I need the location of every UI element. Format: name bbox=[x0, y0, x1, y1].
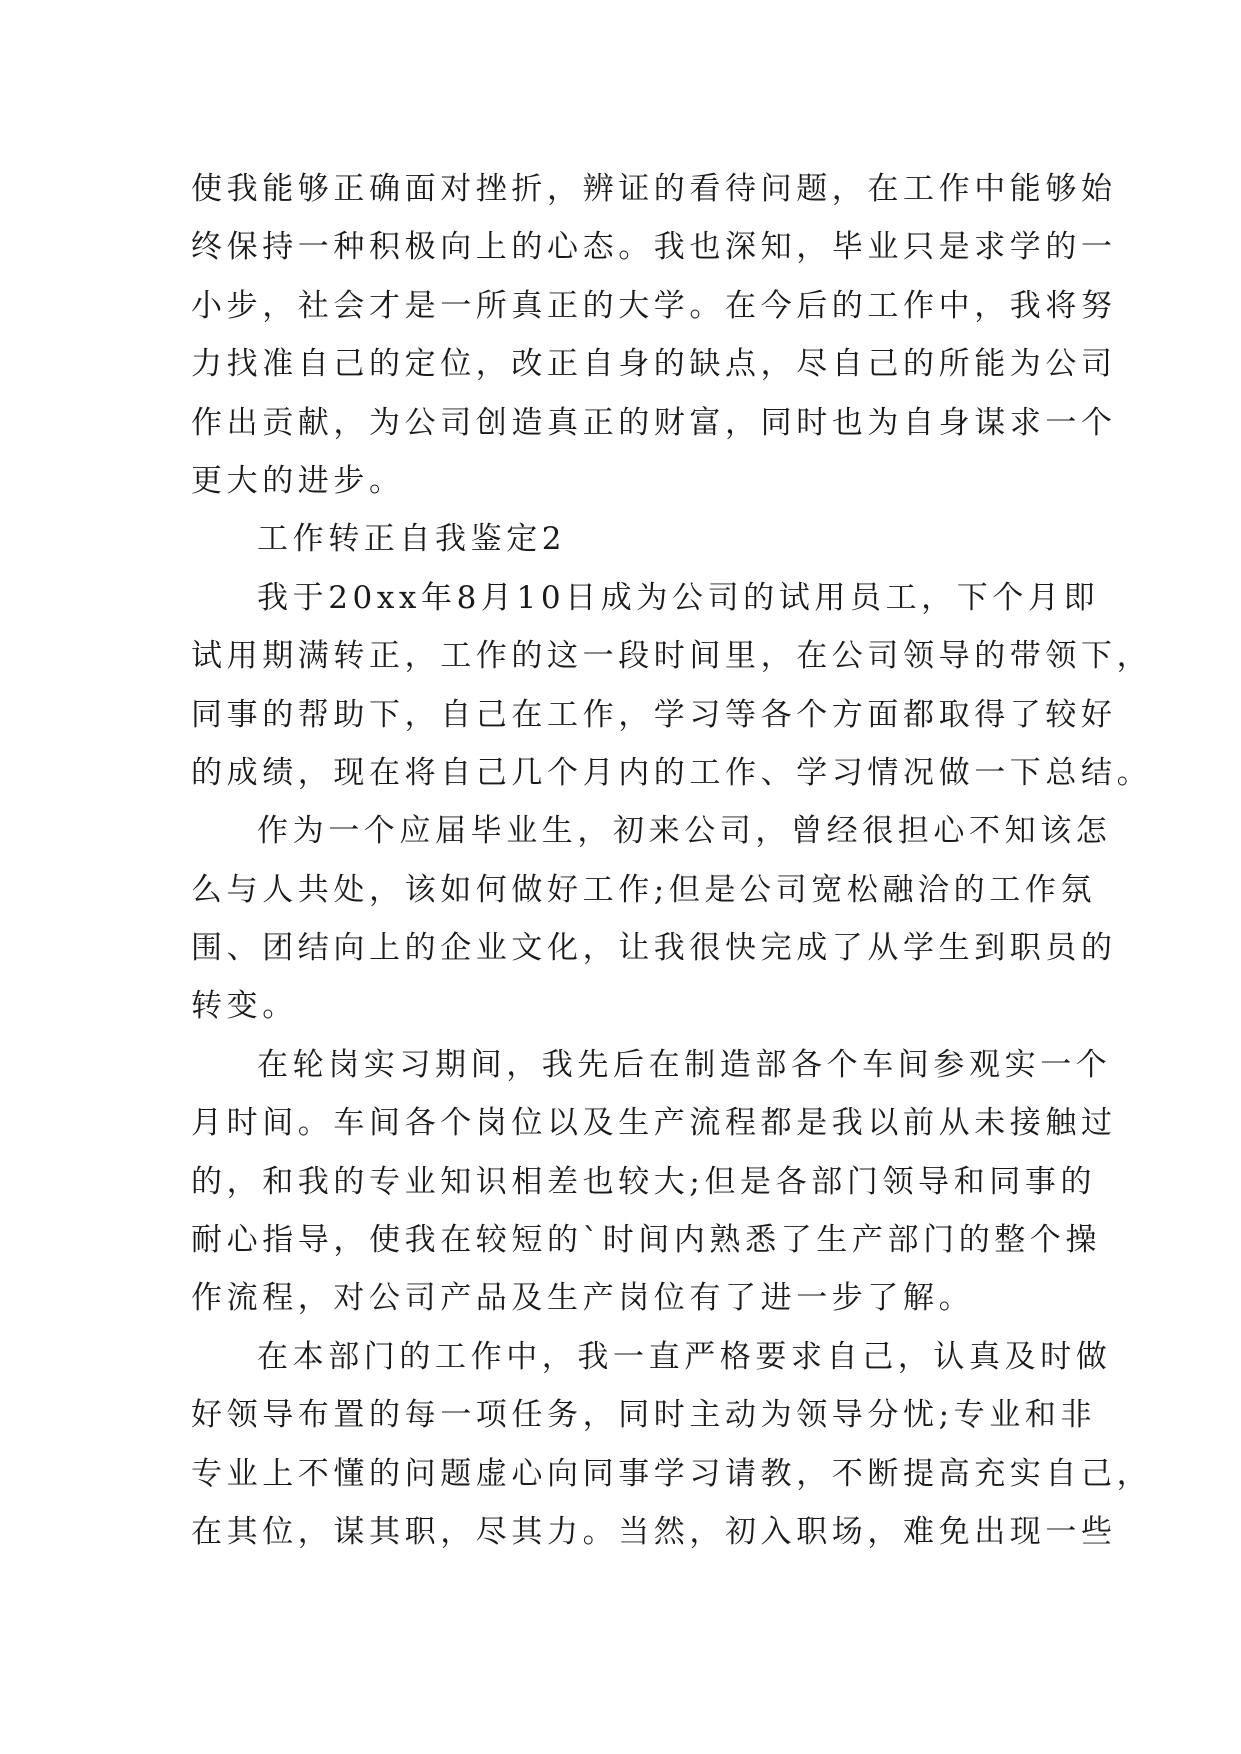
text-line: 的成绩，现在将自己几个月内的工作、学习情况做一下总结。 bbox=[191, 754, 1153, 791]
text-line: 使我能够正确面对挫折，辨证的看待问题，在工作中能够始 bbox=[191, 171, 1117, 207]
text-line: 耐心指导，使我在较短的`时间内熟悉了生产部门的整个操 bbox=[191, 1222, 1102, 1259]
text-line: 转变。 bbox=[191, 988, 298, 1025]
text-line: 作为一个应届毕业生，初来公司，曾经很担心不知该怎 bbox=[257, 813, 1112, 850]
text-line: 好领导布置的每一项任务，同时主动为领导分忧;专业和非 bbox=[191, 1397, 1097, 1434]
text-line: 围、团结向上的企业文化，让我很快完成了从学生到职员的 bbox=[191, 930, 1117, 967]
section-heading: 工作转正自我鉴定2 bbox=[257, 521, 567, 558]
text-line: 更大的进步。 bbox=[191, 462, 405, 499]
text-line: 作流程，对公司产品及生产岗位有了进一步了解。 bbox=[191, 1280, 975, 1317]
text-line: 作出贡献，为公司创造真正的财富，同时也为自身谋求一个 bbox=[191, 404, 1117, 441]
text-line: 月时间。车间各个岗位以及生产流程都是我以前从未接触过 bbox=[191, 1105, 1117, 1142]
text-line: 同事的帮助下，自己在工作，学习等各个方面都取得了较好 bbox=[191, 696, 1117, 733]
text-line: 的，和我的专业知识相差也较大;但是各部门领导和同事的 bbox=[191, 1163, 1097, 1200]
document-body bbox=[191, 160, 1153, 1561]
text-line: 在其位，谋其职，尽其力。当然，初入职场，难免出现一些 bbox=[191, 1513, 1117, 1550]
text-line: 小步，社会才是一所真正的大学。在今后的工作中，我将努 bbox=[191, 287, 1117, 324]
text-line: 在本部门的工作中，我一直严格要求自己，认真及时做 bbox=[257, 1338, 1112, 1375]
text-line: 专业上不懂的问题虚心向同事学习请教，不断提高充实自己， bbox=[191, 1455, 1153, 1492]
text-line: 我于20xx年8月10日成为公司的试用员工，下个月即 bbox=[257, 579, 1100, 616]
text-line: 在轮岗实习期间，我先后在制造部各个车间参观实一个 bbox=[257, 1046, 1112, 1083]
text-line: 终保持一种积极向上的心态。我也深知，毕业只是求学的一 bbox=[191, 229, 1117, 266]
text-line: 力找准自己的定位，改正自身的缺点，尽自己的所能为公司 bbox=[191, 346, 1117, 383]
text-line: 么与人共处，该如何做好工作;但是公司宽松融洽的工作氛 bbox=[191, 871, 1097, 908]
text-line: 试用期满转正，工作的这一段时间里，在公司领导的带领下， bbox=[191, 638, 1153, 675]
